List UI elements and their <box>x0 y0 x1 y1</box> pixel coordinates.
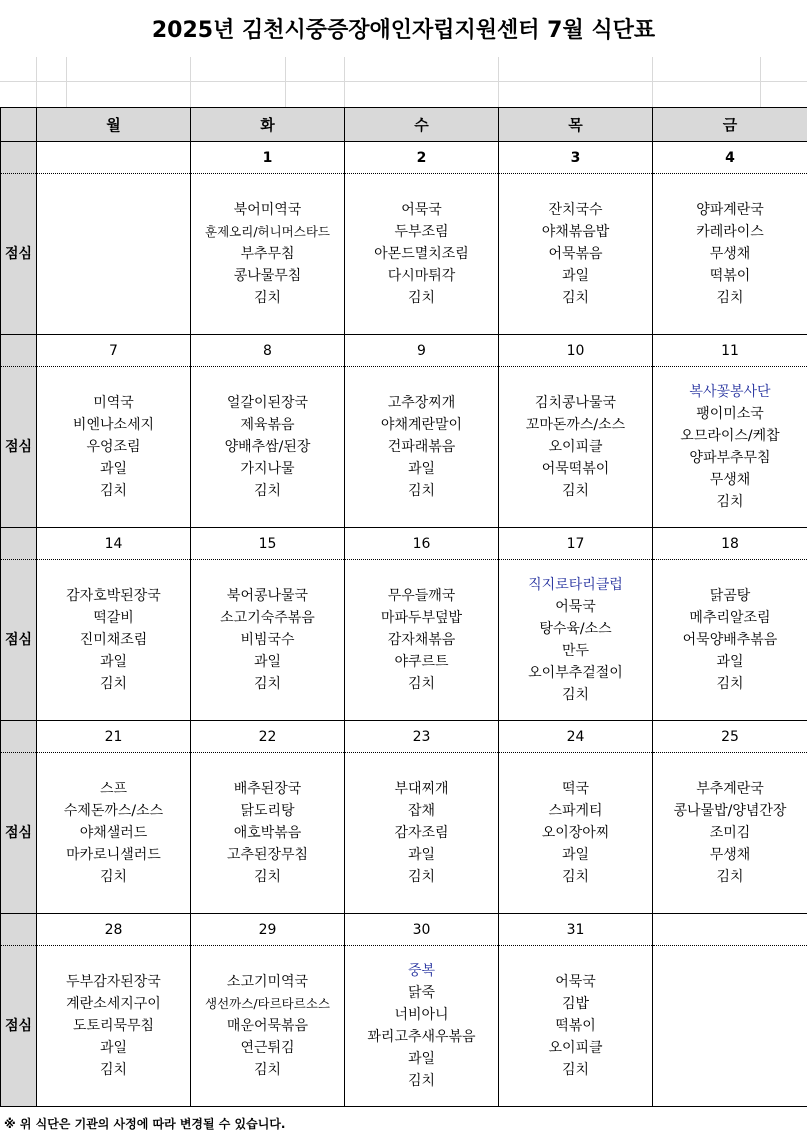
menu-item: 김치 <box>716 290 744 306</box>
menu-item: 너비아니 <box>394 1007 449 1023</box>
menu-item: 무생채 <box>709 847 751 863</box>
date-cell: 15 <box>191 528 345 560</box>
menu-item: 계란소세지구이 <box>66 996 161 1012</box>
meal-cell <box>499 946 653 1107</box>
meal-row <box>1 560 807 721</box>
menu-item: 꼬마돈까스/소스 <box>525 417 626 433</box>
menu-item: 김치 <box>99 676 128 692</box>
date-cell: 16 <box>345 528 499 560</box>
day-header: 월 <box>37 108 191 142</box>
date-row <box>1 142 807 174</box>
menu-item: 과일 <box>716 654 744 670</box>
meal-cell <box>653 946 807 1107</box>
menu-item: 김치 <box>561 483 590 499</box>
date-cell: 28 <box>37 914 191 946</box>
menu-item: 고추장찌개 <box>387 395 456 411</box>
menu-item: 고추된장무침 <box>226 847 309 863</box>
menu-item: 오이장아찌 <box>541 825 610 841</box>
event-label: 직지로타리클럽 <box>528 577 623 593</box>
menu-item: 부대찌개 <box>394 781 449 797</box>
menu-item: 김치 <box>407 1073 436 1089</box>
menu-item: 떡볶이 <box>555 1018 596 1034</box>
menu-item: 김치 <box>561 290 590 306</box>
menu-item: 양파계란국 <box>696 202 764 218</box>
menu-item: 과일 <box>99 461 128 477</box>
menu-item: 북어콩나물국 <box>226 588 309 604</box>
date-row-side <box>1 335 37 367</box>
date-cell: 9 <box>345 335 499 367</box>
menu-item: 잡채 <box>407 803 436 819</box>
menu-item: 제육볶음 <box>240 417 295 433</box>
meal-cell <box>37 367 191 528</box>
menu-item: 꽈리고추새우볶음 <box>367 1029 476 1045</box>
menu-item: 마파두부덮밥 <box>380 610 463 626</box>
meal-label: 점심 <box>1 367 37 528</box>
menu-item: 감자채볶음 <box>387 632 456 648</box>
menu-item: 아몬드멸치조림 <box>374 246 469 262</box>
menu-item: 배추된장국 <box>233 781 302 797</box>
menu-item: 생선까스/타르타르소스 <box>205 996 330 1011</box>
date-cell: 18 <box>653 528 807 560</box>
date-cell: 14 <box>37 528 191 560</box>
date-cell: 10 <box>499 335 653 367</box>
date-cell: 17 <box>499 528 653 560</box>
menu-item: 김치 <box>407 290 436 306</box>
menu-item: 김치 <box>407 676 436 692</box>
meal-cell <box>499 560 653 721</box>
meal-cell <box>653 753 807 914</box>
menu-item: 과일 <box>99 654 128 670</box>
menu-item: 김치 <box>99 1062 128 1078</box>
meal-cell <box>37 946 191 1107</box>
meal-label: 점심 <box>1 174 37 335</box>
page-title: 2025년 김천시중증장애인자립지원센터 7월 식단표 <box>151 18 656 43</box>
date-cell: 25 <box>653 721 807 753</box>
menu-item: 건파래볶음 <box>387 439 456 455</box>
date-row <box>1 335 807 367</box>
date-row-side <box>1 721 37 753</box>
menu-item: 김치 <box>716 676 744 692</box>
meal-cell <box>345 560 499 721</box>
menu-item: 비엔나소세지 <box>72 417 155 433</box>
menu-item: 어묵국 <box>401 202 442 218</box>
date-cell: 1 <box>191 142 345 174</box>
menu-item: 두부조림 <box>394 224 449 240</box>
menu-item: 김치 <box>561 869 590 885</box>
date-cell: 30 <box>345 914 499 946</box>
date-cell: 24 <box>499 721 653 753</box>
menu-item: 과일 <box>253 654 282 670</box>
menu-item: 소고기미역국 <box>226 974 309 990</box>
menu-item: 잔치국수 <box>548 202 603 218</box>
menu-item: 과일 <box>407 847 436 863</box>
menu-item: 소고기숙주볶음 <box>220 610 315 626</box>
menu-item: 닭곰탕 <box>709 588 751 604</box>
menu-item: 두부감자된장국 <box>66 974 161 990</box>
meal-cell <box>499 753 653 914</box>
menu-item: 카레라이스 <box>696 224 764 240</box>
menu-item: 과일 <box>561 847 590 863</box>
meal-cell <box>191 560 345 721</box>
date-row <box>1 721 807 753</box>
meal-label: 점심 <box>1 946 37 1107</box>
menu-item: 김치콩나물국 <box>534 395 617 411</box>
menu-table <box>0 107 807 1107</box>
meal-cell <box>653 367 807 528</box>
menu-item: 감자호박된장국 <box>66 588 161 604</box>
menu-item: 스프 <box>99 781 128 797</box>
menu-item: 야채샐러드 <box>79 825 148 841</box>
menu-item: 오므라이스/케찹 <box>680 428 780 444</box>
meal-cell <box>191 367 345 528</box>
menu-item: 우엉조림 <box>86 439 141 455</box>
menu-item: 야채계란말이 <box>380 417 463 433</box>
menu-item: 오이피클 <box>548 439 603 455</box>
meal-cell <box>191 753 345 914</box>
meal-cell <box>345 174 499 335</box>
menu-item: 조미김 <box>709 825 751 841</box>
menu-item: 수제돈까스/소스 <box>63 803 164 819</box>
menu-item: 무생채 <box>709 472 751 488</box>
date-cell <box>653 914 807 946</box>
day-header: 수 <box>345 108 499 142</box>
menu-item: 어묵국 <box>555 974 596 990</box>
day-header: 금 <box>653 108 807 142</box>
menu-item: 부추계란국 <box>696 781 764 797</box>
menu-item: 김치 <box>253 1062 282 1078</box>
menu-item: 어묵국 <box>555 599 596 615</box>
menu-item: 어묵볶음 <box>548 246 603 262</box>
menu-item: 김치 <box>253 483 282 499</box>
menu-item: 김치 <box>716 869 744 885</box>
menu-item: 스파게티 <box>548 803 603 819</box>
event-label: 복사꽃봉사단 <box>689 384 771 400</box>
meal-cell <box>37 560 191 721</box>
date-cell: 3 <box>499 142 653 174</box>
meal-row <box>1 174 807 335</box>
menu-item: 오이피클 <box>548 1040 603 1056</box>
menu-item: 탕수육/소스 <box>539 621 612 637</box>
menu-item: 닭죽 <box>407 985 436 1001</box>
menu-item: 연근튀김 <box>240 1040 295 1056</box>
menu-item: 어묵떡볶이 <box>541 461 610 477</box>
date-cell: 31 <box>499 914 653 946</box>
date-row-side <box>1 914 37 946</box>
menu-item: 과일 <box>561 268 590 284</box>
menu-item: 과일 <box>407 1051 436 1067</box>
menu-item: 애호박볶음 <box>233 825 302 841</box>
date-row <box>1 914 807 946</box>
menu-item: 과일 <box>407 461 436 477</box>
menu-item: 감자조림 <box>394 825 449 841</box>
menu-item: 팽이미소국 <box>696 406 764 422</box>
menu-item: 김치 <box>407 869 436 885</box>
menu-item: 김치 <box>99 483 128 499</box>
menu-item: 콩나물밥/양념간장 <box>673 803 787 819</box>
date-cell: 4 <box>653 142 807 174</box>
menu-item: 가지나물 <box>240 461 295 477</box>
menu-item: 김치 <box>253 290 282 306</box>
date-cell: 29 <box>191 914 345 946</box>
meal-label: 점심 <box>1 753 37 914</box>
date-row <box>1 528 807 560</box>
date-cell: 7 <box>37 335 191 367</box>
menu-item: 무생채 <box>709 246 751 262</box>
menu-item: 떡갈비 <box>93 610 134 626</box>
menu-item: 야쿠르트 <box>394 654 449 670</box>
menu-item: 진미채조림 <box>79 632 148 648</box>
menu-item: 김밥 <box>561 996 590 1012</box>
date-cell: 2 <box>345 142 499 174</box>
date-cell: 22 <box>191 721 345 753</box>
menu-item: 떡볶이 <box>709 268 751 284</box>
menu-item: 훈제오리/허니머스타드 <box>205 224 330 239</box>
menu-item: 매운어묵볶음 <box>226 1018 309 1034</box>
meal-cell <box>499 367 653 528</box>
menu-item: 미역국 <box>93 395 134 411</box>
day-header: 화 <box>191 108 345 142</box>
meal-row <box>1 946 807 1107</box>
meal-cell <box>499 174 653 335</box>
meal-cell <box>653 560 807 721</box>
empty-spreadsheet-rows <box>0 57 807 107</box>
menu-item: 마카로니샐러드 <box>66 847 161 863</box>
day-header: 목 <box>499 108 653 142</box>
menu-item: 김치 <box>716 494 744 510</box>
menu-item: 떡국 <box>561 781 590 797</box>
corner-cell <box>1 108 37 142</box>
menu-item: 다시마튀각 <box>387 268 456 284</box>
menu-item: 김치 <box>253 869 282 885</box>
date-cell: 8 <box>191 335 345 367</box>
meal-cell <box>191 946 345 1107</box>
day-header-row <box>1 108 807 142</box>
menu-item: 얼갈이된장국 <box>226 395 309 411</box>
meal-cell <box>345 946 499 1107</box>
date-cell: 23 <box>345 721 499 753</box>
menu-item: 과일 <box>99 1040 128 1056</box>
date-cell: 11 <box>653 335 807 367</box>
menu-item: 김치 <box>407 483 436 499</box>
menu-item: 야채볶음밥 <box>541 224 610 240</box>
date-row-side <box>1 142 37 174</box>
menu-item: 양파부추무침 <box>689 450 771 466</box>
menu-item: 김치 <box>561 1062 590 1078</box>
menu-item: 부추무침 <box>240 246 295 262</box>
menu-item: 어묵양배추볶음 <box>682 632 778 648</box>
meal-cell <box>345 367 499 528</box>
meal-cell <box>653 174 807 335</box>
menu-item: 양배추쌈/된장 <box>224 439 311 455</box>
date-row-side <box>1 528 37 560</box>
menu-item: 김치 <box>561 687 590 703</box>
menu-item: 북어미역국 <box>233 202 302 218</box>
menu-item: 김치 <box>99 869 128 885</box>
meal-cell <box>345 753 499 914</box>
event-label: 중복 <box>407 963 436 979</box>
menu-item: 닭도리탕 <box>240 803 295 819</box>
date-cell <box>37 142 191 174</box>
menu-item: 만두 <box>561 643 590 659</box>
meal-row <box>1 367 807 528</box>
meal-cell <box>37 174 191 335</box>
menu-item: 무우들깨국 <box>387 588 456 604</box>
meal-cell <box>191 174 345 335</box>
menu-item: 메추리알조림 <box>689 610 771 626</box>
menu-item: 오이부추겉절이 <box>528 665 623 681</box>
date-cell: 21 <box>37 721 191 753</box>
menu-item: 도토리묵무침 <box>72 1018 155 1034</box>
footnote: ※ 위 식단은 기관의 사정에 따라 변경될 수 있습니다. <box>4 1117 286 1131</box>
meal-cell <box>37 753 191 914</box>
meal-label: 점심 <box>1 560 37 721</box>
menu-item: 비빔국수 <box>240 632 295 648</box>
menu-item: 콩나물무침 <box>233 268 302 284</box>
menu-item: 김치 <box>253 676 282 692</box>
meal-row <box>1 753 807 914</box>
